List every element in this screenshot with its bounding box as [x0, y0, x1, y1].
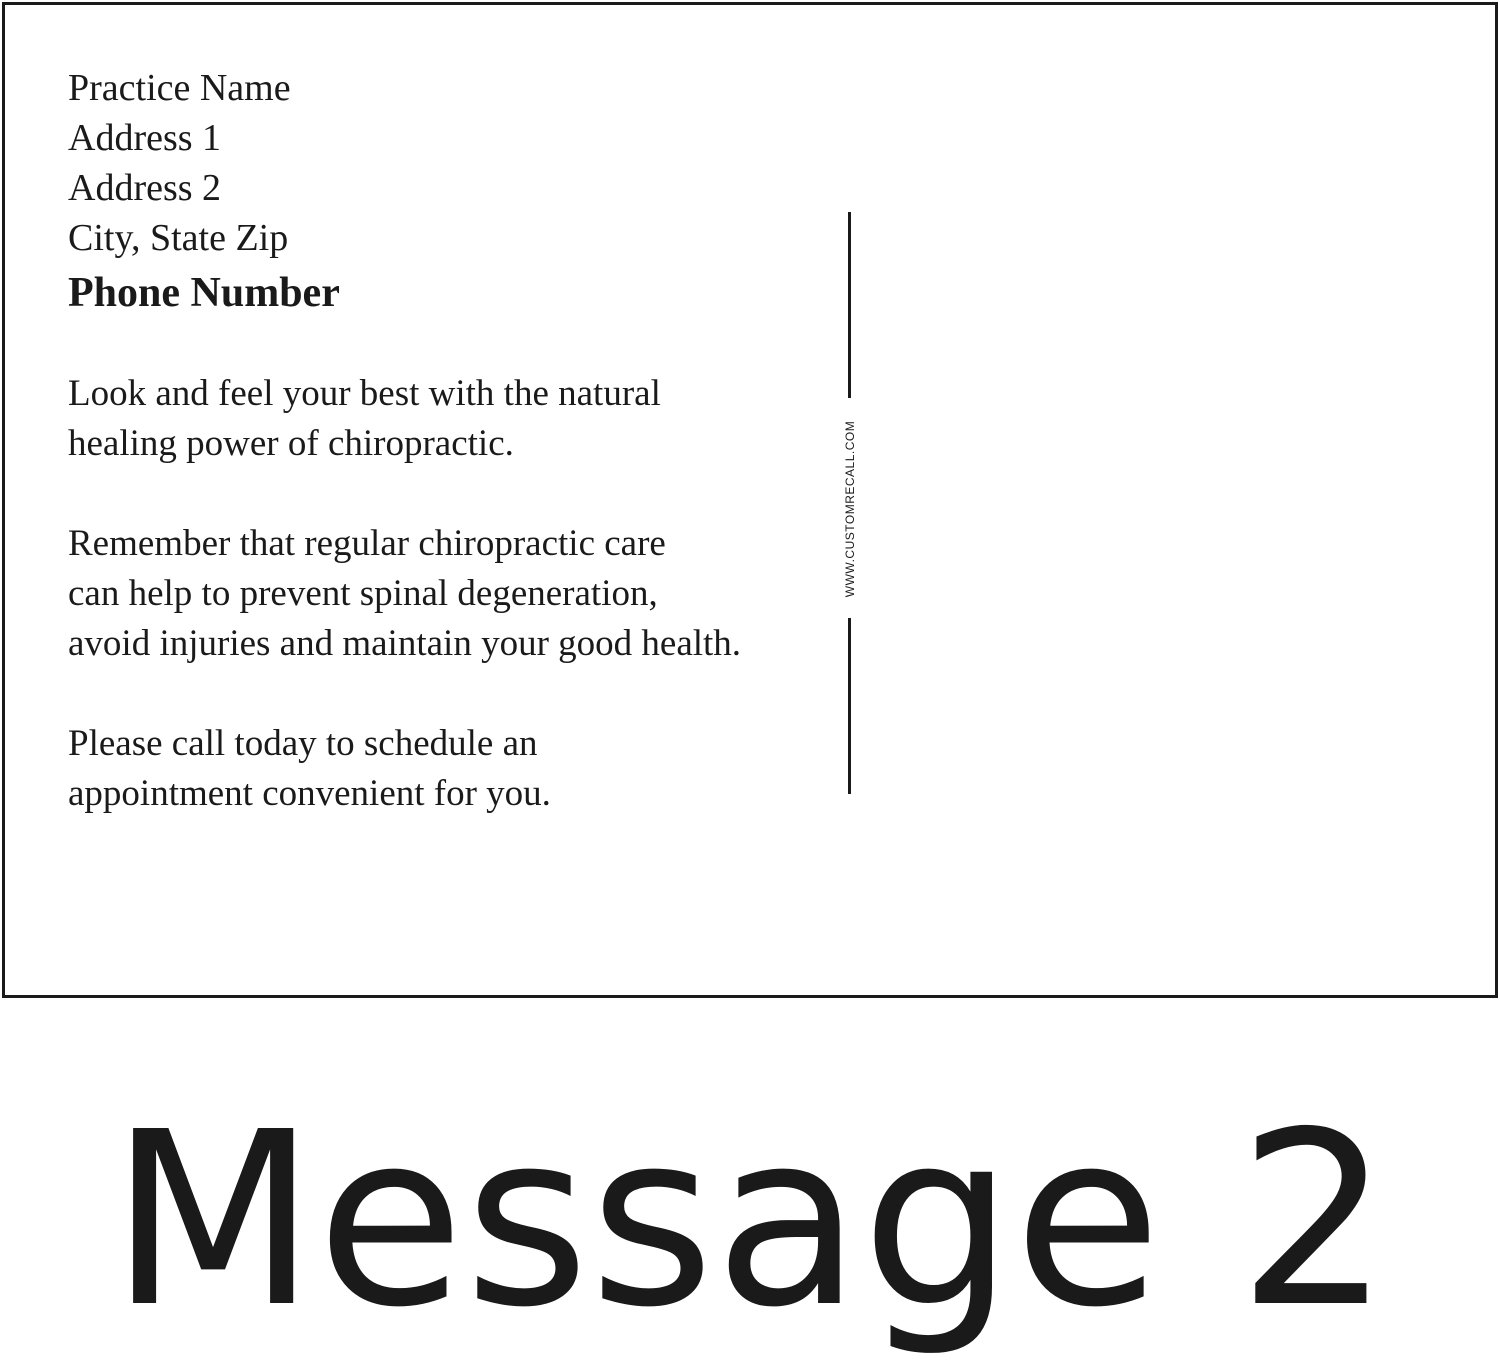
practice-name: Practice Name	[68, 67, 291, 109]
message-paragraph	[68, 519, 741, 669]
message-line: healing power of chiropractic.	[68, 423, 514, 464]
postcard	[2, 2, 1498, 998]
message-line: can help to prevent spinal degeneration,	[68, 573, 658, 614]
website-url: WWW.CUSTOMRECALL.COM	[843, 420, 857, 598]
message-paragraph	[68, 719, 741, 819]
divider-line-top	[848, 212, 851, 398]
message-line: avoid injuries and maintain your good health.	[68, 623, 742, 664]
message-line: appointment convenient for you.	[68, 773, 551, 814]
message-line: Please call today to schedule an	[68, 723, 538, 764]
message-line: Look and feel your best with the natural	[68, 373, 661, 414]
city-state-zip: City, State Zip	[68, 217, 289, 259]
message-body	[68, 369, 741, 869]
divider-line-bottom	[848, 618, 851, 794]
message-caption: Message 2	[109, 1080, 1391, 1360]
message-line: Remember that regular chiropractic care	[68, 523, 666, 564]
phone-number: Phone Number	[68, 270, 340, 316]
address-line-2: Address 2	[68, 167, 222, 209]
return-address	[68, 63, 340, 323]
message-paragraph	[68, 369, 741, 469]
address-line-1: Address 1	[68, 117, 222, 159]
